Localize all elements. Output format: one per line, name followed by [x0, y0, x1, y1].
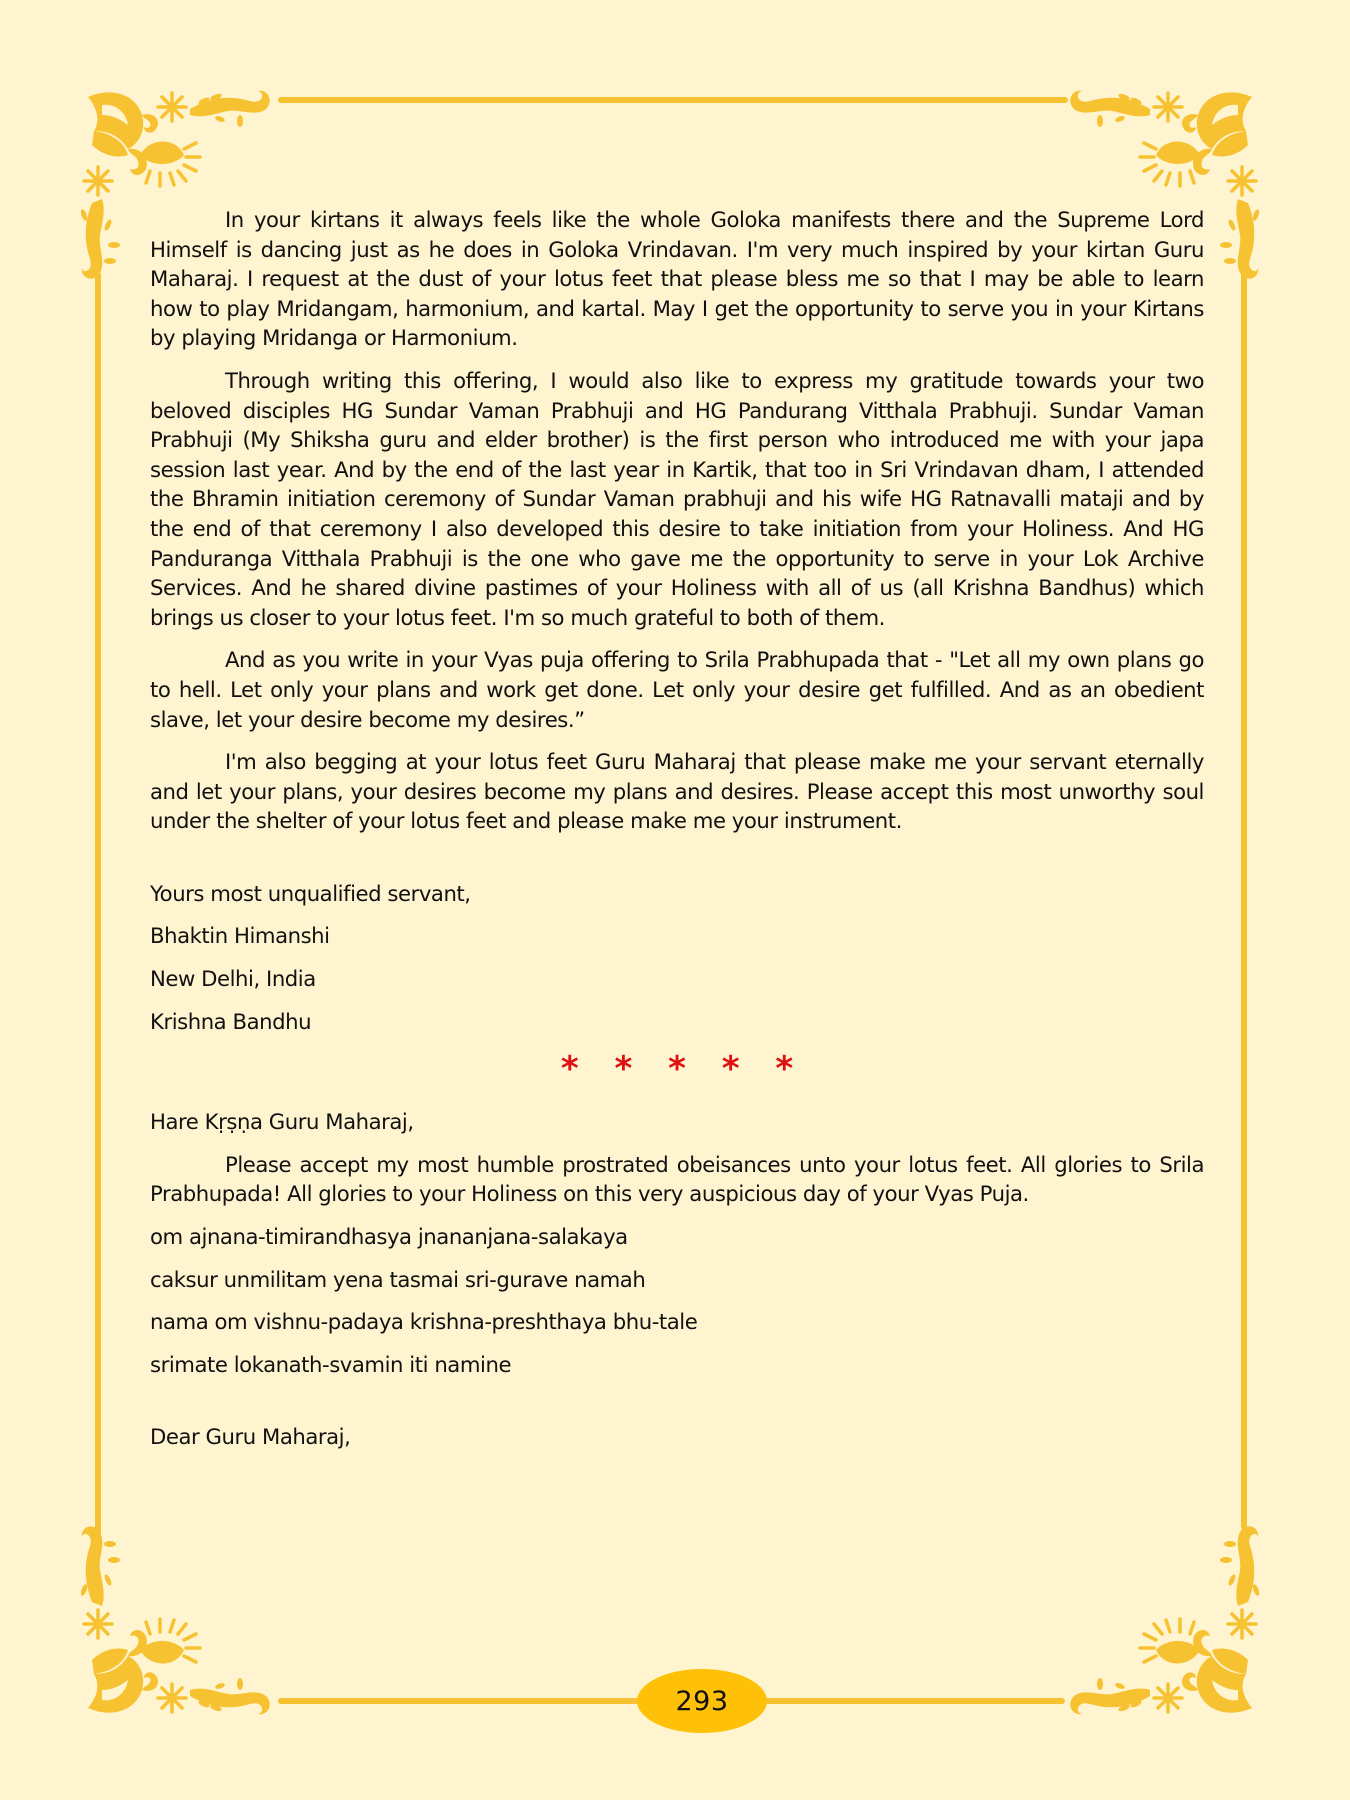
verse-line: srimate lokanath-svamin iti namine	[150, 1351, 512, 1377]
letter1-paragraph-1: In your kirtans it always feels like the whole Goloka manifests there and the Supreme Lord Himself is dancing just as he does in Goloka Vrindavan. I'm very much inspired by your kirtan Guru Maharaj. I request at the dust of your lotus feet that please bless me so that I may be able to learn how to play Mridangam, harmonium, and kartal. May I get the opportunity to serve you in your Kirtans by playing Mridanga or Harmonium.	[150, 207, 1204, 351]
page-number: 293	[675, 1685, 729, 1717]
frame-left-line	[95, 272, 101, 1537]
page-content	[150, 205, 1204, 1465]
frame-right-line	[1241, 272, 1247, 1530]
floral-corner-ornament-icon	[1060, 1520, 1260, 1720]
frame-bottom-line-left	[278, 1698, 640, 1704]
spacer	[150, 1392, 1204, 1422]
letter1-paragraph-3: And as you write in your Vyas puja offering to Srila Prabhupada that - "Let all my own plans go to hell. Let only your plans and work get done. Let only your desire get fulfilled. And as an obedient slave, let your desire become my desires.”	[150, 647, 1204, 732]
verse-line: caksur unmilitam yena tasmai sri-gurave namah	[150, 1266, 646, 1292]
verse-line: om ajnana-timirandhasya jnananjana-salakaya	[150, 1224, 628, 1250]
frame-top-line	[278, 97, 1068, 103]
section-separator-stars: * * * * *	[560, 1049, 806, 1090]
signature-location: New Delhi, India	[150, 966, 316, 992]
letter2-greeting: Dear Guru Maharaj,	[150, 1424, 351, 1450]
verse-block	[150, 1222, 1204, 1379]
frame-bottom-line-right	[765, 1698, 1065, 1704]
spacer	[150, 849, 1204, 879]
verse-line: nama om vishnu-padaya krishna-preshthaya bhu-tale	[150, 1309, 698, 1335]
page-number-badge	[637, 1669, 767, 1733]
signature-group: Krishna Bandhu	[150, 1008, 312, 1034]
signature-name: Bhaktin Himanshi	[150, 923, 330, 949]
floral-corner-ornament-icon	[80, 1520, 280, 1720]
letter2-salutation: Hare Kṛṣṇa Guru Maharaj,	[150, 1109, 414, 1135]
letter2-opening-paragraph: Please accept my most humble prostrated obeisances unto your lotus feet. All glories to Srila Prabhupada! All glories to your Holiness on this very auspicious day of your Vyas Puja.	[150, 1151, 1204, 1207]
letter1-paragraph-2: Through writing this offering, I would also like to express my gratitude towards your two beloved disciples HG Sundar Vaman Prabhuji and HG Pandurang Vitthala Prabhuji. Sundar Vaman Prabhuji (My Shiksha guru and elder brother) is the first person who introduced me with your japa session last year. And by the end of the last year in Kartik, that too in Sri Vrindavan dham, I attended the Bhramin initiation ceremony of Sundar Vaman prabhuji and his wife HG Ratnavalli mataji and by the end of that ceremony I also developed this desire to take initiation from your Holiness. And HG Panduranga Vitthala Prabhuji is the one who gave me the opportunity to serve in your Lok Archive Services. And he shared divine pastimes of your Holiness with all of us (all Krishna Bandhus) which brings us closer to your lotus feet. I'm so much grateful to both of them.	[150, 367, 1204, 630]
signature-block	[150, 879, 1204, 1036]
letter1-paragraph-4: I'm also begging at your lotus feet Guru Maharaj that please make me your servant eternally and let your plans, your desires become my plans and desires. Please accept this most unworthy soul under the shelter of your lotus feet and please make me your instrument.	[150, 749, 1204, 834]
signature-closing: Yours most unqualified servant,	[150, 880, 471, 906]
